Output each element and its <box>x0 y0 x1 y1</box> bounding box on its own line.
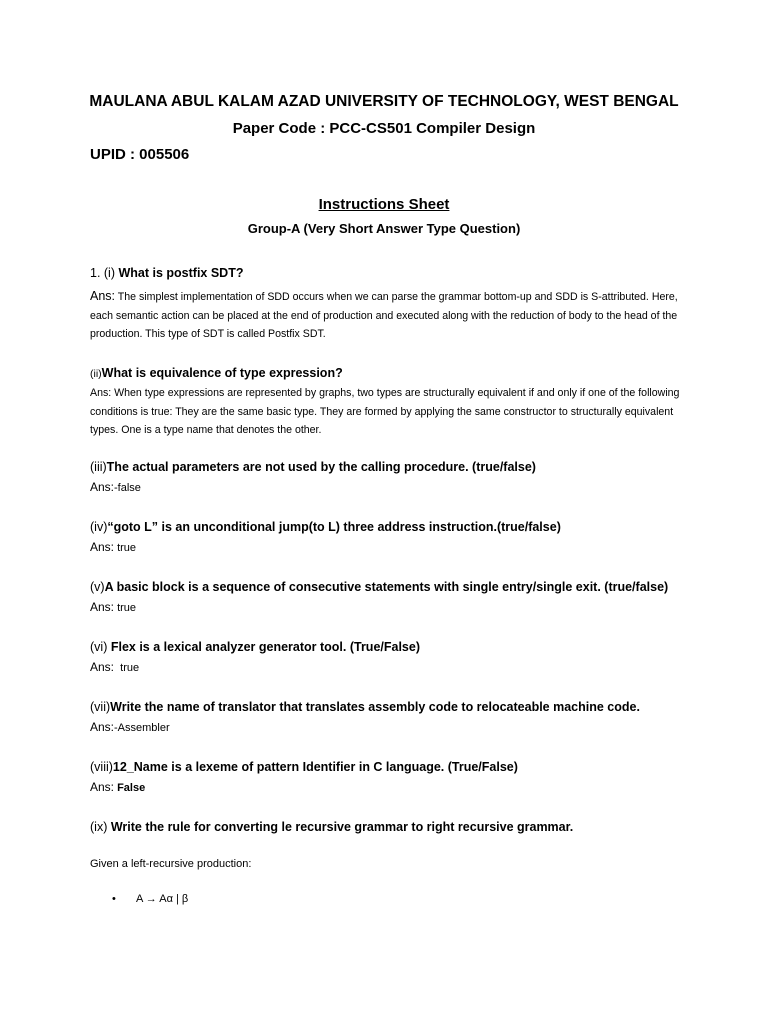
bullet-item <box>112 893 188 905</box>
question-number: (iv) <box>90 520 108 534</box>
answer-1 <box>90 287 680 344</box>
answer-lead: Ans: <box>90 289 116 303</box>
question-6 <box>90 640 420 654</box>
paper-code: Paper Code : PCC-CS501 Compiler Design <box>232 120 536 137</box>
question-text: Write the rule for converting le recursive grammar to right recursive grammar. <box>110 820 574 834</box>
answer-text: true <box>117 542 137 554</box>
question-number: (vii) <box>90 700 111 714</box>
group-title: Group-A (Very Short Answer Type Question) <box>247 221 521 236</box>
answer-6 <box>90 660 139 674</box>
answer-lead: Ans: <box>90 600 115 614</box>
question-5 <box>90 580 668 594</box>
answer-text: -false <box>114 482 141 494</box>
answer-5 <box>90 600 136 614</box>
answer-lead: Ans: <box>90 720 115 734</box>
answer-2: Ans: When type expressions are represented by graphs, two types are structurally equivalent if and only if one of the following conditions is true: They are the same basic type. They are formed by applying the same constructor to structurally equivalent types. One is a type name that denotes the other. <box>90 387 680 436</box>
question-8 <box>90 760 518 774</box>
question-text: What is postfix SDT? <box>118 266 244 280</box>
answer-3 <box>90 480 141 494</box>
question-4 <box>90 520 561 534</box>
question-number: (iii) <box>90 460 107 474</box>
question-number: (vi) <box>90 640 108 654</box>
answer-text: true <box>120 662 140 674</box>
bullet-text: A → Aα | β <box>136 893 189 905</box>
question-number: (v) <box>90 580 105 594</box>
answer-4 <box>90 540 136 554</box>
bullet-icon: • <box>112 893 116 905</box>
answer-lead: Ans: <box>90 780 115 794</box>
question-text: 12_Name is a lexeme of pattern Identifier in C language. (True/False) <box>112 760 518 774</box>
question-3 <box>90 460 536 474</box>
question-number: (ii) <box>90 368 102 380</box>
question-2 <box>90 366 343 380</box>
upid: UPID : 005506 <box>90 146 190 163</box>
answer-lead: Ans: <box>90 480 115 494</box>
question-text: The actual parameters are not used by the calling procedure. (true/false) <box>106 460 536 474</box>
answer-lead: Ans: <box>90 540 115 554</box>
question-number: (ix) <box>90 820 108 834</box>
answer-8 <box>90 780 145 794</box>
answer-lead: Ans: <box>90 660 115 674</box>
question-text: Flex is a lexical analyzer generator tool. (True/False) <box>110 640 420 654</box>
question-9 <box>90 820 573 834</box>
question-1 <box>90 266 243 280</box>
answer-text: False <box>117 782 146 794</box>
question-number: (viii) <box>90 760 113 774</box>
university-name: MAULANA ABUL KALAM AZAD UNIVERSITY OF TECHNOLOGY, WEST BENGAL <box>89 93 679 110</box>
sheet-title: Instructions Sheet <box>318 196 450 213</box>
given-text: Given a left-recursive production: <box>90 858 252 870</box>
question-number: 1. (i) <box>90 266 115 280</box>
question-7 <box>90 700 640 714</box>
question-text: “goto L” is an unconditional jump(to L) three address instruction.(true/false) <box>107 520 561 534</box>
answer-text: true <box>117 602 137 614</box>
answer-text: The simplest implementation of SDD occurs when we can parse the grammar bottom-up and SDD is S-attributed. Here, each semantic action can be placed at the end of production and executed along with the reduction of body to the head of the production. This type of SDT is called Postfix SDT. <box>90 291 678 340</box>
answer-text: -Assembler <box>114 722 170 734</box>
question-text: Write the name of translator that translates assembly code to relocateable machine code. <box>110 700 640 714</box>
question-text: A basic block is a sequence of consecutive statements with single entry/single exit. (true/false) <box>104 580 669 594</box>
answer-7 <box>90 720 170 734</box>
question-text: What is equivalence of type expression? <box>101 366 343 380</box>
